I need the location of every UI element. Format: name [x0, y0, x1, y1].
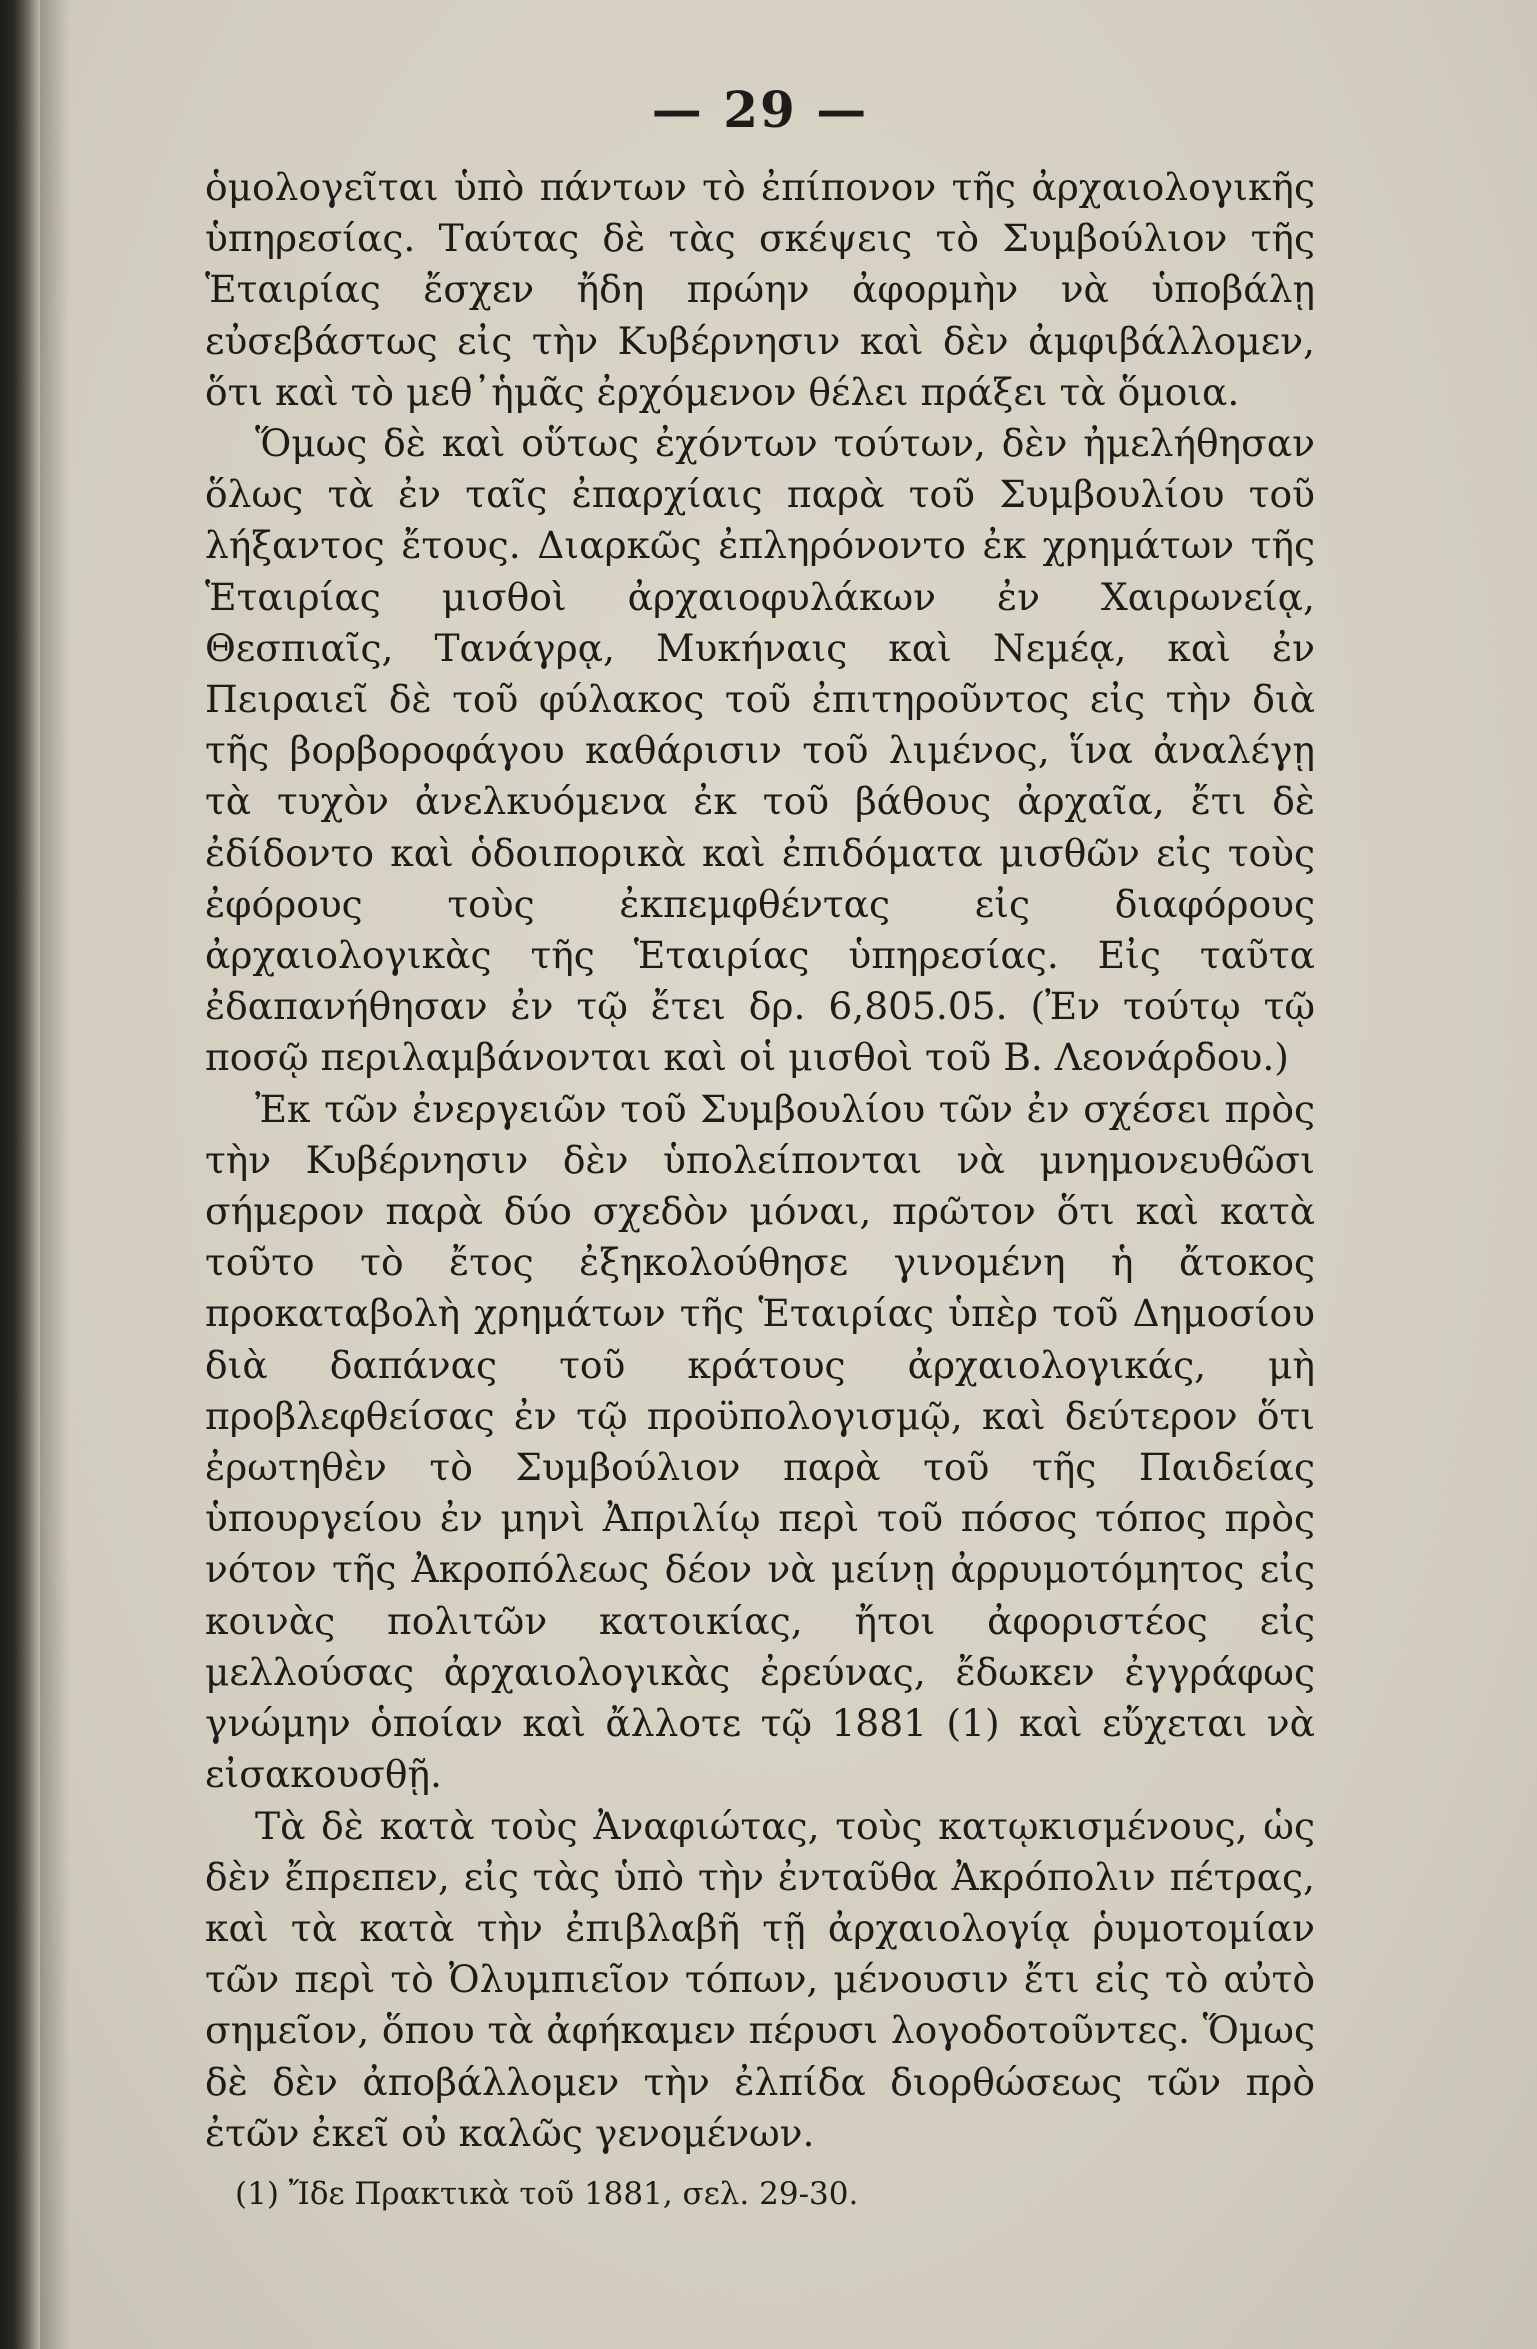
paragraph: Τὰ δὲ κατὰ τοὺς Ἀναφιώτας, τοὺς κατῳκισμένους, ὡς δὲν ἔπρεπεν, εἰς τὰς ὑπὸ τὴν ἐνταῦθα Ἀκρόπολιν πέτρας, καὶ τὰ κατὰ τὴν ἐπιβλαβῆ τῇ ἀρχαιολογίᾳ ῥυμοτομίαν τῶν περὶ τὸ Ὀλυμπιεῖον τόπων, μένουσιν ἔτι εἰς τὸ αὐτὸ σημεῖον, ὅπου τὰ ἀφήκαμεν πέρυσι λογοδοτοῦντες. Ὅμως δὲ δὲν ἀποβάλλομεν τὴν ἐλπίδα διορθώσεως τῶν πρὸ ἐτῶν ἐκεῖ οὐ καλῶς γενομένων. — [205, 1803, 1315, 2155]
book-binding-edge — [0, 0, 40, 2349]
paragraph: Ὅμως δὲ καὶ οὕτως ἐχόντων τούτων, δὲν ἠμελήθησαν ὅλως τὰ ἐν ταῖς ἐπαρχίαις παρὰ τοῦ Συμβουλίου τοῦ λήξαντος ἔτους. Διαρκῶς ἐπληρόνοντο ἐκ χρημάτων τῆς Ἑταιρίας μισθοὶ ἀρχαιοφυλάκων ἐν Χαιρωνείᾳ, Θεσπιαῖς, Τανάγρᾳ, Μυκήναις καὶ Νεμέᾳ, καὶ ἐν Πειραιεῖ δὲ τοῦ φύλακος τοῦ ἐπιτηροῦντος εἰς τὴν διὰ τῆς βορβοροφάγου καθάρισιν τοῦ λιμένος, ἵνα ἀναλέγῃ τὰ τυχὸν ἀνελκυόμενα ἐκ τοῦ βάθους ἀρχαῖα, ἔτι δὲ ἐδίδοντο καὶ ὁδοιπορικὰ καὶ ἐπιδόματα μισθῶν εἰς τοὺς ἐφόρους τοὺς ἐκπεμφθέντας εἰς διαφόρους ἀρχαιολογικὰς τῆς Ἑταιρίας ὑπηρεσίας. Εἰς ταῦτα ἐδαπανήθησαν ἐν τῷ ἔτει δρ. 6,805.05. (Ἐν τούτῳ τῷ ποσῷ περιλαμβάνονται καὶ οἱ μισθοὶ τοῦ Β. Λεονάρδου.) — [205, 421, 1315, 1080]
footnote: (1) Ἴδε Πρακτικὰ τοῦ 1881, σελ. 29-30. — [235, 2175, 859, 2212]
body-text — [205, 162, 1315, 2159]
page-number: — 29 — — [651, 80, 869, 139]
paragraph: ὁμολογεῖται ὑπὸ πάντων τὸ ἐπίπονον τῆς ἀρχαιολογικῆς ὑπηρεσίας. Ταύτας δὲ τὰς σκέψεις τὸ Συμβούλιον τῆς Ἑταιρίας ἔσχεν ἤδη πρώην ἀφορμὴν νὰ ὑποβάλῃ εὐσεβάστως εἰς τὴν Κυβέρνησιν καὶ δὲν ἀμφιβάλλομεν, ὅτι καὶ τὸ μεθ᾽ἡμᾶς ἐρχόμενον θέλει πράξει τὰ ὅμοια. — [205, 165, 1315, 414]
text-block — [205, 80, 1315, 2215]
paragraph: Ἐκ τῶν ἐνεργειῶν τοῦ Συμβουλίου τῶν ἐν σχέσει πρὸς τὴν Κυβέρνησιν δὲν ὑπολείπονται νὰ μνημονευθῶσι σήμερον παρὰ δύο σχεδὸν μόναι, πρῶτον ὅτι καὶ κατὰ τοῦτο τὸ ἔτος ἐξηκολούθησε γινομένη ἡ ἄτοκος προκαταβολὴ χρημάτων τῆς Ἑταιρίας ὑπὲρ τοῦ Δημοσίου διὰ δαπάνας τοῦ κράτους ἀρχαιολογικάς, μὴ προβλεφθείσας ἐν τῷ προϋπολογισμῷ, καὶ δεύτερον ὅτι ἐρωτηθὲν τὸ Συμβούλιον παρὰ τοῦ τῆς Παιδείας ὑπουργείου ἐν μηνὶ Ἀπριλίῳ περὶ τοῦ πόσος τόπος πρὸς νότον τῆς Ἀκροπόλεως δέον νὰ μείνῃ ἀρρυμοτόμητος εἰς κοινὰς πολιτῶν κατοικίας, ἤτοι ἀφοριστέος εἰς μελλούσας ἀρχαιολογικὰς ἐρεύνας, ἔδωκεν ἐγγράφως γνώμην ὁποίαν καὶ ἄλλοτε τῷ 1881 (1) καὶ εὔχεται νὰ εἰσακουσθῇ. — [205, 1086, 1315, 1797]
binding-shadow — [40, 0, 70, 2349]
